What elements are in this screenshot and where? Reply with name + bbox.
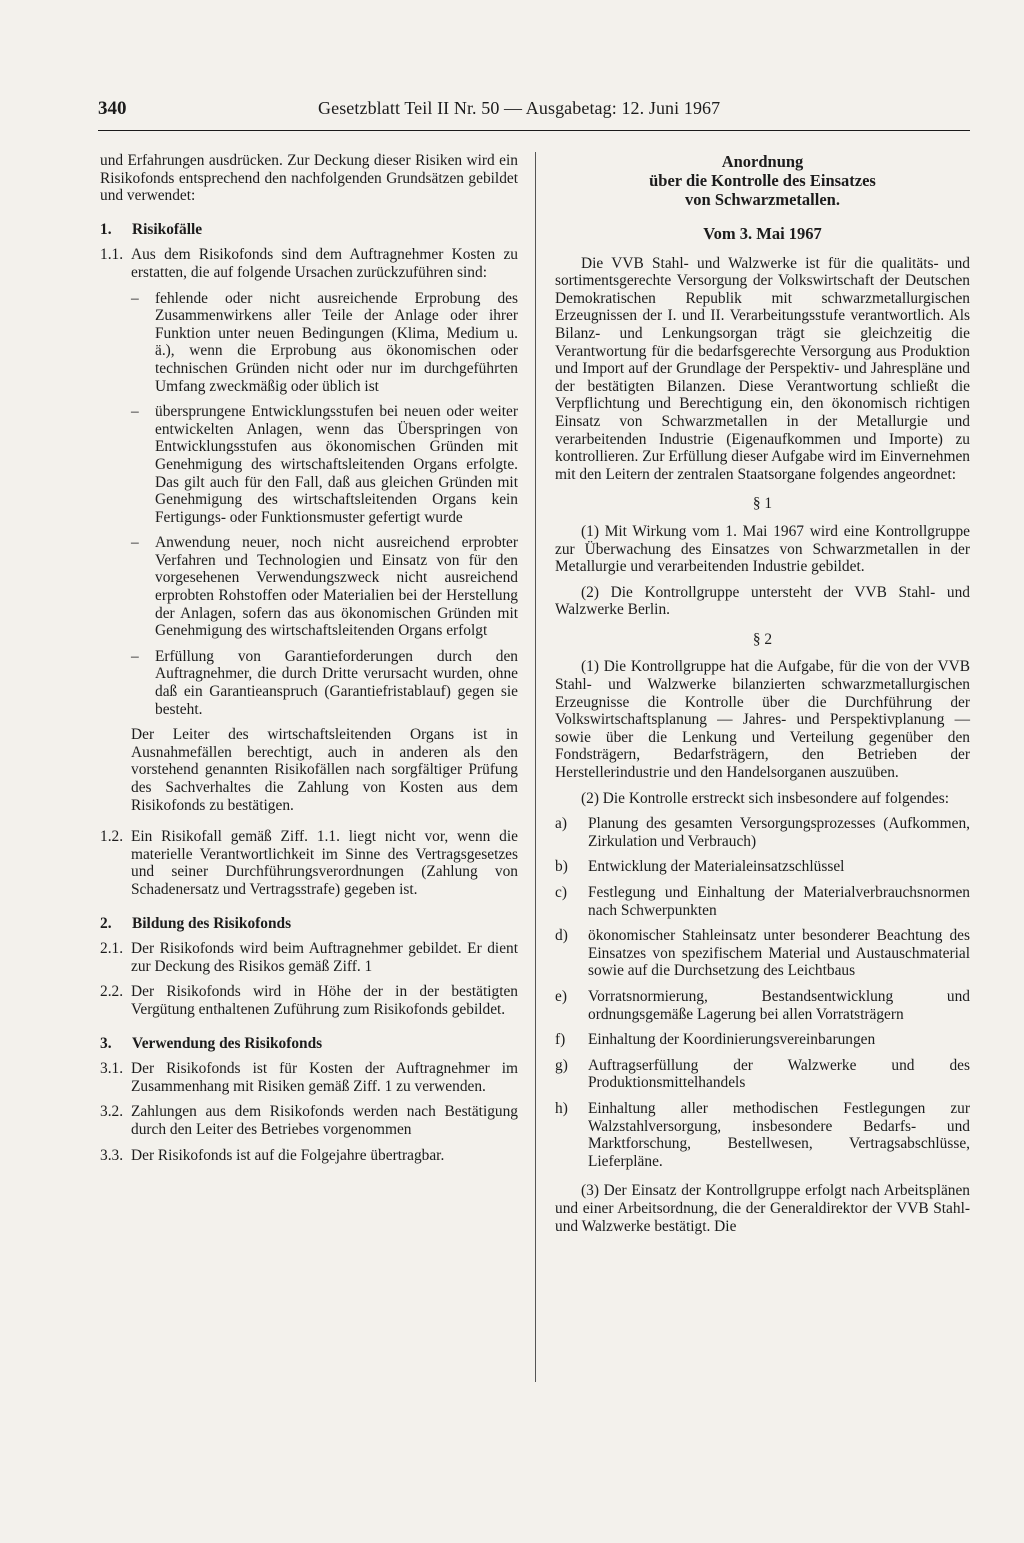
dash-text: fehlende oder nicht ausreichende Erprobung des Zusammenwirkens aller Teile der Anlage oder ihrer Funktion unter neuen Bedingungen (Klima, Medium u. ä.), wenn die Erprobung aus ökonomischen oder technischen Gründen nicht oder nur im durchgeführten Umfang zweckmäßig oder üblich ist	[155, 289, 518, 395]
subsection-text: (1) Die Kontrollgruppe hat die Aufgabe, für die von der VVB Stahl- und Walzwerke bilanzierten schwarzmetallurgischen Erzeugnisse die Kontrolle über die Durchführung der Volkswirtschaftsplanung — Jahres- und Perspektivplanung — sowie über die Lenkung und Verteilung gegenüber den Fondsträgern, Bedarfsträgern, den Betrieben der Herstellerindustrie und den Handelsorganen auszuüben.	[555, 658, 970, 782]
numbered-paragraph	[100, 1147, 518, 1165]
title-line: über die Kontrolle des Einsatzes	[649, 171, 876, 190]
paragraph-number: 3.2.	[100, 1103, 124, 1121]
dash-mark: –	[131, 647, 139, 665]
item-text: Auftragserfüllung der Walzwerke und des Produktionsmittelhandels	[588, 1056, 970, 1092]
paragraph-number: 1.1.	[100, 246, 124, 264]
section-number: 1.	[100, 220, 112, 238]
page-header	[98, 96, 970, 131]
item-text: ökonomischer Stahleinsatz unter besonderer Beachtung des Einsatzes von spezifischem Material und Austauschmaterial sowie auf die Durchsetzung des Leichtbaus	[588, 927, 970, 980]
ordinance-date: Vom 3. Mai 1967	[703, 224, 822, 243]
item-letter: c)	[555, 884, 567, 901]
dash-mark: –	[131, 289, 139, 307]
dash-text: Erfüllung von Garantieforderungen durch den Auftragnehmer, die durch Dritte verursacht wurden, ohne daß ein Garantieanspruch (Garantiefristablauf) gegen sie besteht.	[155, 647, 518, 718]
paragraph-text: Der Risikofonds wird beim Auftragnehmer gebildet. Er dient zur Deckung des Risikos gemäß Ziff. 1	[131, 940, 518, 975]
item-text: Festlegung und Einhaltung der Materialverbrauchsnormen nach Schwerpunkten	[588, 884, 970, 919]
title-line: Anordnung	[721, 152, 804, 171]
dash-item	[131, 290, 518, 396]
paragraph-number: 2.1.	[100, 940, 124, 958]
item-text: Einhaltung der Koordinierungsvereinbarungen	[588, 1031, 876, 1049]
list-item	[555, 858, 970, 876]
section-heading	[100, 1035, 518, 1053]
title-line: von Schwarzmetallen.	[685, 190, 840, 209]
subsection-text: (2) Die Kontrollgruppe untersteht der VVB Stahl- und Walzwerke Berlin.	[555, 583, 970, 619]
paragraph-number: 3.1.	[100, 1060, 124, 1078]
dash-item	[131, 534, 518, 640]
item-text: Vorratsnormierung, Bestandsentwicklung und ordnungsgemäße Lagerung bei allen Vorratsträgern	[588, 987, 970, 1023]
list-item	[555, 884, 970, 919]
item-letter: f)	[555, 1031, 566, 1049]
item-letter: d)	[555, 927, 568, 945]
ordinance-title	[555, 152, 970, 209]
right-column	[555, 152, 970, 1243]
paragraph-text: Der Risikofonds ist auf die Folgejahre übertragbar.	[131, 1146, 445, 1164]
paragraph-text: Ein Risikofall gemäß Ziff. 1.1. liegt nicht vor, wenn die materielle Verantwortlichkeit im Sinne des Vertragsgesetzes und seiner Durchführungsverordnungen (Zahlung von Schadenersatz und Vertragsstrafe) gegeben ist.	[131, 828, 518, 898]
intro-text: und Erfahrungen ausdrücken. Zur Deckung dieser Risiken wird ein Risikofonds entsprechend den nachfolgenden Grundsätzen gebildet und verwendet:	[100, 152, 518, 205]
dash-mark: –	[131, 534, 139, 552]
dash-text: Anwendung neuer, noch nicht ausreichend erprobter Verfahren und Technologien und Einsatz von für den vorgesehenen Verwendungszweck nicht ausreichend erprobten Rohstoffen oder Materialien bei der Herstellung der Anlagen, sofern das aus ökonomischen Gründen mit Genehmigung des wirtschaftsleitenden Organs erfolgt	[155, 534, 518, 640]
subsection-text: (2) Die Kontrolle erstreckt sich insbesondere auf folgendes:	[581, 789, 949, 807]
section-heading	[100, 915, 518, 933]
item-text: Planung des gesamten Versorgungsprozesses (Aufkommen, Zirkulation und Verbrauch)	[588, 815, 970, 850]
item-letter: e)	[555, 987, 567, 1005]
list-item	[555, 1031, 970, 1049]
paragraph-sign: § 1	[752, 495, 773, 513]
item-text: Einhaltung aller methodischen Festlegungen zur Walzstahlversorgung, insbesondere Bedarfs- und Marktforschung, Bestellwesen, Vertragsabschlüsse, Lieferpläne.	[588, 1099, 970, 1170]
item-text: Entwicklung der Materialeinsatzschlüssel	[588, 858, 845, 876]
running-title: Gesetzblatt Teil II Nr. 50 — Ausgabetag: 12. Juni 1967	[318, 98, 721, 118]
subsection-text: (1) Mit Wirkung vom 1. Mai 1967 wird eine Kontrollgruppe zur Überwachung des Einsatzes von Schwarzmetallen in der Metallurgie und verarbeitenden Industrie gebildet.	[555, 522, 970, 576]
paragraph-number: 2.2.	[100, 983, 124, 1001]
numbered-paragraph	[100, 246, 518, 281]
paragraph-text: Der Leiter des wirtschaftsleitenden Organs ist in Ausnahmefällen berechtigt, auch in anderen als den vorstehend genannten Risikofällen nach sorgfältiger Prüfung des Sachverhaltes die Zahlung von Kosten aus dem Risikofonds zu bestätigen.	[131, 726, 518, 814]
preamble-text: Die VVB Stahl- und Walzwerke ist für die qualitäts- und sortimentsgerechte Versorgung der Volkswirtschaft der Deutschen Demokratischen Republik mit schwarzmetallurgischen Erzeugnissen der I. und II. Verarbeitungsstufe verantwortlich. Als Bilanz- und Lenkungsorgan trägt sie gleichzeitig die Verantwortung für die bedarfsgerechte Versorgung aus Produktion und Import auf der Grundlage der Perspektiv- und Jahrespläne und der bestätigten Bilanzen. Diese Verantwortung schließt die Verpflichtung und Berechtigung ein, den ökonomisch richtigen Einsatz von Schwarzmetallen in der Metallurgie und verarbeitenden Industrie (Eigenaufkommen und Importe) zu kontrollieren. Zur Erfüllung dieser Aufgabe wird im Einvernehmen mit den Leitern der zentralen Staatsorgane folgendes angeordnet:	[555, 254, 970, 483]
item-letter: b)	[555, 858, 568, 876]
numbered-paragraph	[100, 1060, 518, 1095]
numbered-paragraph	[100, 828, 518, 898]
paragraph-text: Der Risikofonds wird in Höhe der in der bestätigten Vergütung enthaltenen Zuführung zum Risikofonds gebildet.	[131, 983, 518, 1018]
numbered-paragraph	[100, 983, 518, 1018]
item-list	[555, 815, 970, 1170]
paragraph-sign: § 2	[752, 630, 773, 648]
list-item	[555, 927, 970, 980]
dash-mark: –	[131, 403, 139, 421]
section-number: 3.	[100, 1034, 112, 1052]
section-number: 2.	[100, 914, 112, 932]
paragraph-text: Aus dem Risikofonds sind dem Auftragnehmer Kosten zu erstatten, die auf folgende Ursachen zurückzuführen sind:	[131, 246, 518, 281]
numbered-paragraph	[100, 940, 518, 975]
column-divider	[535, 152, 536, 1382]
numbered-paragraph	[100, 1103, 518, 1138]
section-title: Verwendung des Risikofonds	[132, 1034, 323, 1052]
list-item	[555, 1057, 970, 1092]
item-letter: h)	[555, 1099, 568, 1117]
subsection-text: (3) Der Einsatz der Kontrollgruppe erfolgt nach Arbeitsplänen und einer Arbeitsordnung, die der Generaldirektor der VVB Stahl- und Walzwerke bestätigt. Die	[555, 1182, 970, 1235]
paragraph-text: Der Risikofonds ist für Kosten der Auftragnehmer im Zusammenhang mit Risiken gemäß Ziff. 1 zu verwenden.	[131, 1060, 518, 1095]
dash-text: übersprungene Entwicklungsstufen bei neuen oder weiter entwickelten Anlagen, wenn das Überspringen von Entwicklungsstufen aus ökonomischen Gründen mit Genehmigung des wirtschaftsleitenden Organs erfolgte. Das gilt auch für den Fall, daß aus gleichen Gründen mit Genehmigung des wirtschaftsleitenden Organs kein Fertigungs- oder Funktionsmuster gefertigt wurde	[155, 403, 518, 526]
list-item	[555, 988, 970, 1023]
item-letter: a)	[555, 815, 567, 833]
dash-item	[131, 648, 518, 718]
left-column	[100, 152, 518, 1172]
item-letter: g)	[555, 1056, 568, 1074]
dash-item	[131, 403, 518, 526]
section-title: Bildung des Risikofonds	[132, 914, 292, 932]
paragraph-number: 1.2.	[100, 828, 124, 846]
section-heading	[100, 221, 518, 239]
paragraph-number: 3.3.	[100, 1146, 124, 1164]
list-item	[555, 1100, 970, 1170]
section-title: Risikofälle	[132, 220, 203, 238]
page-number: 340	[98, 98, 127, 119]
list-item	[555, 815, 970, 850]
paragraph-text: Zahlungen aus dem Risikofonds werden nach Bestätigung durch den Leiter des Betriebes vorgenommen	[131, 1103, 518, 1138]
